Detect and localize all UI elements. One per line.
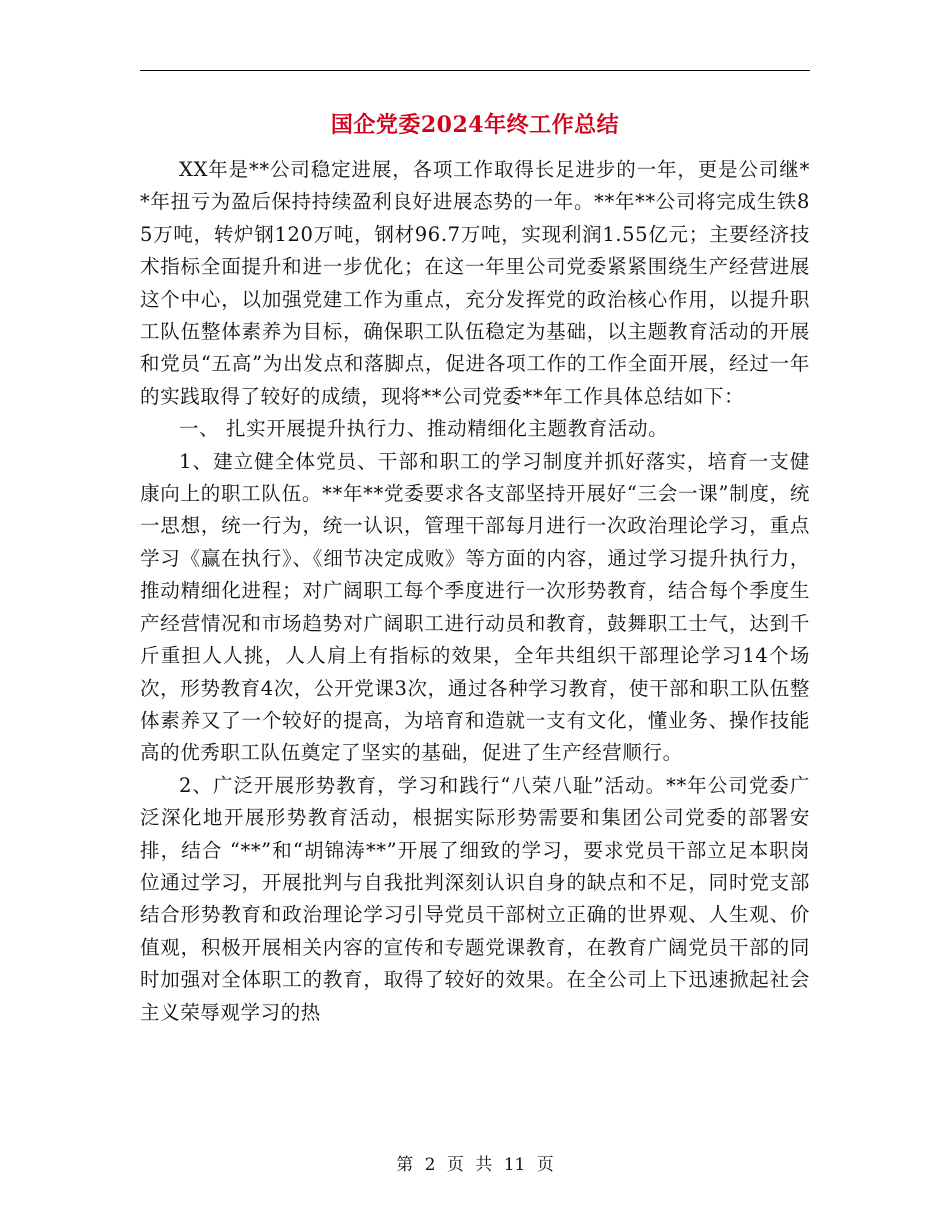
section-heading-1: 一、 扎实开展提升执行力、推动精细化主题教育活动。 [179, 417, 669, 441]
page-number-footer: 第 2 页 共 11 页 [396, 1155, 554, 1175]
paragraph-item-1: 1、建立健全体党员、干部和职工的学习制度并抓好落实，培育一支健康向上的职工队伍。**年**党委要求各支部坚持开展好“三会一课”制度，统一思想，统一行为，统一认识，管理干部每月进行一次政治理论学习，重点学习《赢在执行》、《细节决定成败》等方面的内容，通过学习提升执行力，推动精细化进程；对广阔职工每个季度进行一次形势教育，结合每个季度生产经营情况和市场趋势对广阔职工进行动员和教育，鼓舞职工士气，达到千斤重担人人挑，人人肩上有指标的效果，全年共组织干部理论学习14个场次，形势教育4次，公开党课3次，通过各种学习教育，使干部和职工队伍整体素养又了一个较好的提高，为培育和造就一支有文化，懂业务、操作技能高的优秀职工队伍奠定了坚实的基础，促进了生产经营顺行。 [140, 449, 810, 765]
header-rule [140, 70, 810, 71]
document-body [140, 154, 810, 1029]
paragraph-intro: XX年是**公司稳定进展，各项工作取得长足进步的一年，更是公司继**年扭亏为盈后保持持续盈利良好进展态势的一年。**年**公司将完成生铁85万吨，转炉钢120万吨，钢材96.7万吨，实现利润1.55亿元；主要经济技术指标全面提升和进一步优化；在这一年里公司党委紧紧围绕生产经营进展这个中心，以加强党建工作为重点，充分发挥党的政治核心作用，以提升职工队伍整体素养为目标，确保职工队伍稳定为基础，以主题教育活动的开展和党员“五高”为出发点和落脚点，促进各项工作的工作全面开展，经过一年的实践取得了较好的成绩，现将**公司党委**年工作具体总结如下： [140, 158, 810, 408]
paragraph-item-2: 2、广泛开展形势教育，学习和践行“八荣八耻”活动。**年公司党委广泛深化地开展形势教育活动，根据实际形势需要和集团公司党委的部署安排，结合 “**”和“胡锦涛**”开展了细致的学习，要求党员干部立足本职岗位通过学习，开展批判与自我批判深刻认识自身的缺点和不足，同时党支部结合形势教育和政治理论学习引导党员干部树立正确的世界观、人生观、价值观，积极开展相关内容的宣传和专题党课教育，在教育广阔党员干部的同时加强对全体职工的教育，取得了较好的效果。在全公司上下迅速掀起社会主义荣辱观学习的热 [140, 773, 810, 1024]
document-title: 国企党委2024年终工作总结 [330, 112, 620, 138]
